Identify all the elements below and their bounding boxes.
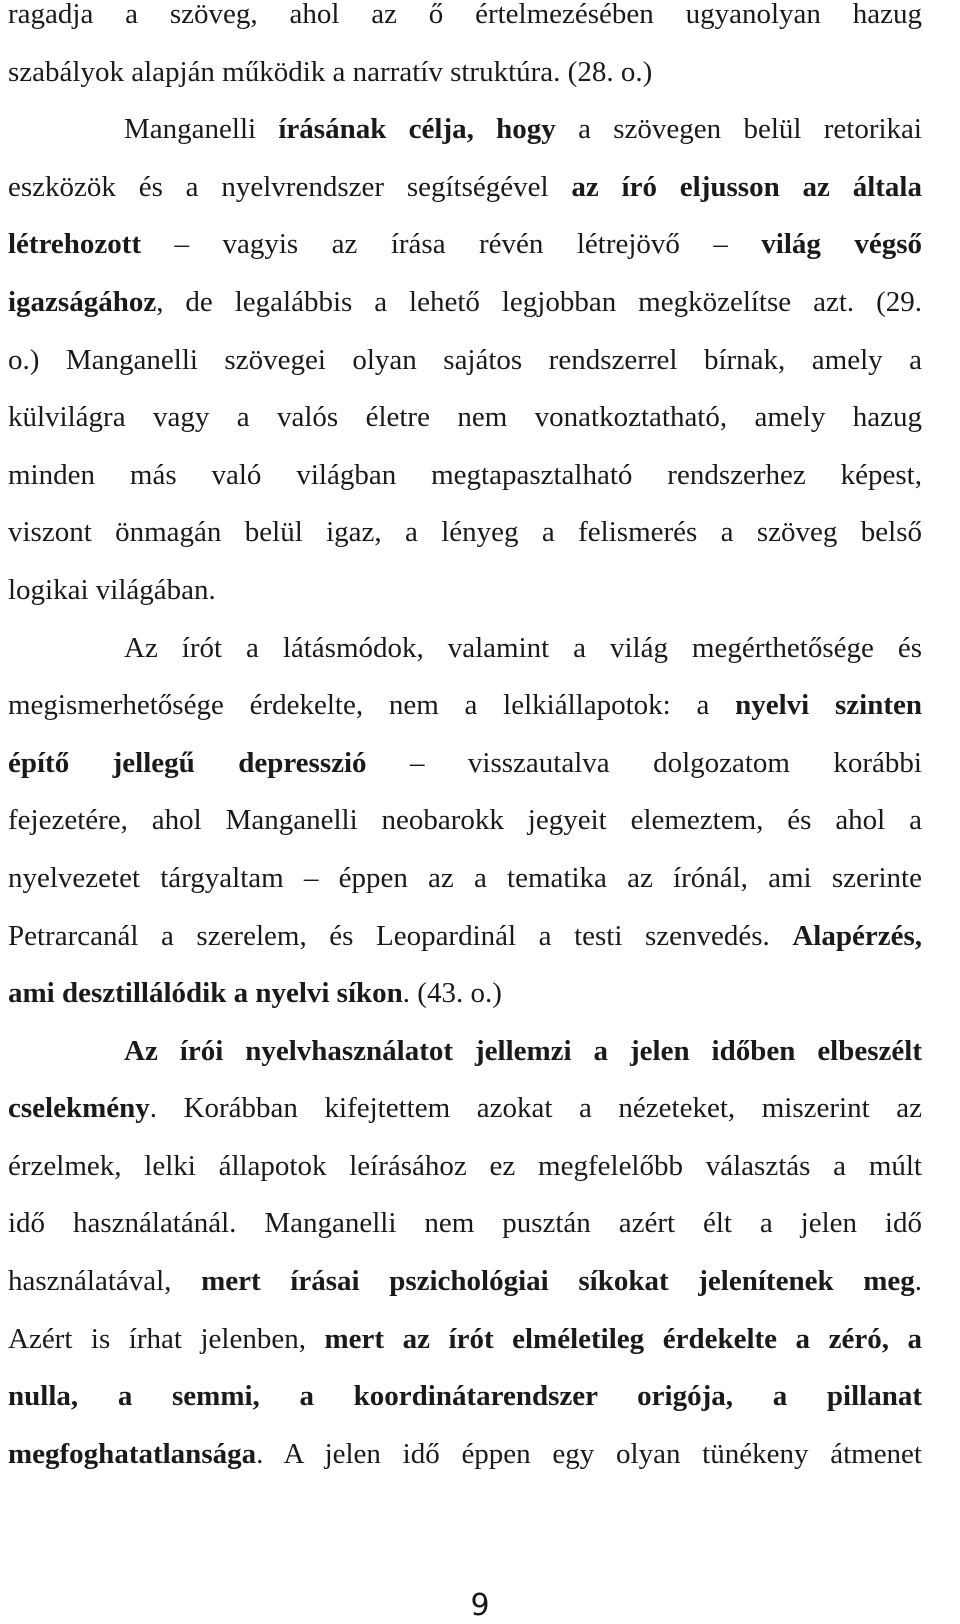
bold-text: nulla, a semmi, a koordinátarendszer origója, a pillanat [8,1380,922,1413]
text-line [8,1088,922,1146]
text: a szövegen belül retorikai [555,113,922,146]
text-line [8,224,922,282]
bold-text: létrehozott [8,228,142,261]
text-line [8,628,922,686]
text-line [8,109,922,167]
bold-text: ami desztillálódik a nyelvi síkon [8,977,403,1010]
bold-text: az író eljusson az általa [571,170,922,203]
text-line [8,167,922,225]
document-page [8,0,922,1491]
text: szabályok alapján működik a narratív struktúra. (28. o.) [8,55,653,88]
text-line [8,1203,922,1261]
text-line [8,1261,922,1319]
text: , de legalábbis a lehető legjobban megközelítse azt. (29. [156,285,922,318]
text: nyelvezetet tárgyaltam – éppen az a tematika az írónál, ami szerinte [8,861,922,894]
bold-text: világ végső [761,228,922,261]
text: . [914,1265,923,1298]
text-line [8,1376,922,1434]
text-line [8,0,922,52]
bold-text: nyelvi szinten [735,689,922,722]
text-line [8,512,922,570]
text: megismerhetősége érdekelte, nem a lelkiállapotok: a [8,689,736,722]
text: eszközök és a nyelvrendszer segítségével [8,170,572,203]
text-line [8,973,922,1031]
text-line [8,743,922,801]
bold-text: cselekmény [8,1092,150,1125]
bold-text: mert az írót elméletileg érdekelte a zéró, a [324,1322,922,1355]
text-line [8,52,922,110]
text-line [8,397,922,455]
text-line [8,1031,922,1089]
text: Azért is írhat jelenben, [8,1322,325,1355]
text: viszont önmagán belül igaz, a lényeg a felismerés a szöveg belső [8,516,922,549]
text: ragadja a szöveg, ahol az ő értelmezésében ugyanolyan hazug [8,0,922,30]
text-line [8,1434,922,1492]
text-line [8,1146,922,1204]
text-line [8,455,922,513]
text-line [8,858,922,916]
text: . (43. o.) [402,977,502,1010]
text: fejezetére, ahol Manganelli neobarokk jegyeit elemeztem, és ahol a [8,804,922,837]
bold-text: építő jellegű depresszió [8,746,367,779]
text: – vagyis az írása révén létrejövő – [141,228,762,261]
text: . A jelen idő éppen egy olyan tünékeny átmenet [256,1437,922,1470]
bold-text: mert írásai pszichológiai síkokat jelenítenek meg [201,1265,915,1298]
text: Az írót a látásmódok, valamint a világ megérthetősége és [124,631,922,664]
text: külvilágra vagy a valós életre nem vonatkoztatható, amely hazug [8,401,922,434]
text: . Korábban kifejtettem azokat a nézeteket, miszerint az [149,1092,922,1125]
text-line [8,340,922,398]
text: Petrarcanál a szerelem, és Leopardinál a testi szenvedés. [8,919,793,952]
text-line [8,916,922,974]
bold-text: megfoghatatlansága [8,1437,257,1470]
text: – visszautalva dolgozatom korábbi [366,746,922,779]
text-line [8,685,922,743]
page-number: 9 [470,1588,490,1623]
text: érzelmek, lelki állapotok leírásához ez megfelelőbb választás a múlt [8,1149,922,1182]
bold-text: Alapérzés, [792,919,922,952]
text-line [8,282,922,340]
text: o.) Manganelli szövegei olyan sajátos rendszerrel bírnak, amely a [8,343,922,376]
text: idő használatánál. Manganelli nem pusztán azért élt a jelen idő [8,1207,922,1240]
text: logikai világában. [8,573,216,606]
text-line [8,800,922,858]
text-line [8,1319,922,1377]
text: Manganelli [124,113,279,146]
bold-text: igazságához [8,285,157,318]
bold-text: írásának célja, hogy [278,113,556,146]
bold-text: Az írói nyelvhasználatot jellemzi a jelen időben elbeszélt [124,1034,922,1067]
text: minden más való világban megtapasztalható rendszerhez képest, [8,458,922,491]
text: használatával, [8,1265,202,1298]
text-line [8,570,922,628]
